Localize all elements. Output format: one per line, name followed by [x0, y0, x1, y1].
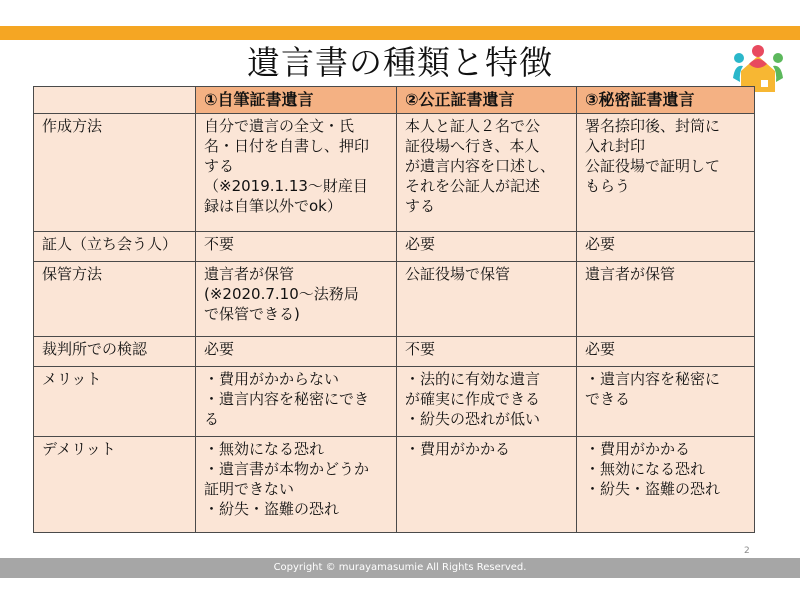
cell-line: 必要: [585, 235, 616, 253]
row-label: 保管方法: [34, 262, 196, 337]
table-cell: [577, 367, 755, 437]
cell-line: 録は自筆以外でok）: [204, 197, 342, 215]
row-label: デメリット: [34, 437, 196, 533]
table-cell: [196, 367, 397, 437]
table-cell: [196, 114, 397, 232]
table-row: [34, 437, 755, 533]
cell-line: 不要: [204, 235, 235, 253]
table-cell: [577, 437, 755, 533]
cell-line: する: [405, 197, 436, 215]
table-header-row: [34, 87, 755, 114]
cell-line: ・遺言書が本物かどうか: [204, 460, 370, 478]
row-label: 証人（立ち会う人）: [34, 232, 196, 262]
cell-line: 署名捺印後、封筒に: [585, 117, 721, 135]
top-accent-bar: [0, 26, 800, 40]
column-header-notarial: ②公正証書遺言: [397, 87, 577, 114]
cell-line: 必要: [204, 340, 235, 358]
table-row: [34, 232, 755, 262]
cell-line: 必要: [405, 235, 436, 253]
table-row: [34, 114, 755, 232]
cell-line: 自分で遺言の全文・氏: [204, 117, 355, 135]
cell-line: ・遺言内容を秘密にでき: [204, 390, 370, 408]
column-header-holographic: ①自筆証書遺言: [196, 87, 397, 114]
table-cell: [577, 337, 755, 367]
row-label: 作成方法: [34, 114, 196, 232]
cell-line: 名・日付を自書し、押印: [204, 137, 370, 155]
cell-line: （※2019.1.13～財産目: [204, 177, 368, 195]
cell-line: ・無効になる恐れ: [585, 460, 706, 478]
cell-line: ・紛失・盗難の恐れ: [204, 500, 340, 518]
column-header-secret: ③秘密証書遺言: [577, 87, 755, 114]
row-label: メリット: [34, 367, 196, 437]
table-row: [34, 367, 755, 437]
cell-line: ・無効になる恐れ: [204, 440, 325, 458]
cell-line: ・費用がかからない: [204, 370, 340, 388]
cell-line: 公証役場で証明して: [585, 157, 721, 175]
cell-line: 不要: [405, 340, 436, 358]
cell-line: ・紛失・盗難の恐れ: [585, 480, 721, 498]
table-cell: [196, 437, 397, 533]
page-number: 2: [744, 546, 750, 556]
row-label: 裁判所での検認: [34, 337, 196, 367]
cell-line: (※2020.7.10～法務局: [204, 285, 359, 303]
table-corner-cell: [34, 87, 196, 114]
cell-line: ・費用がかかる: [405, 440, 511, 458]
table-cell: [577, 114, 755, 232]
cell-line: 遺言者が保管: [204, 265, 295, 283]
table-row: [34, 337, 755, 367]
cell-line: ・遺言内容を秘密に: [585, 370, 721, 388]
table-row: [34, 262, 755, 337]
table-cell: [397, 262, 577, 337]
cell-line: できる: [585, 390, 631, 408]
cell-line: 証役場へ行き、本人: [405, 137, 540, 155]
cell-line: もらう: [585, 177, 631, 195]
cell-line: 本人と証人２名で公: [405, 117, 541, 135]
footer-copyright: Copyright © murayamasumie All Rights Reserved.: [0, 558, 800, 578]
cell-line: する: [204, 157, 235, 175]
table-cell: [397, 337, 577, 367]
table-cell: [397, 232, 577, 262]
table-cell: [577, 262, 755, 337]
page-title: 遺言書の種類と特徴: [247, 43, 553, 82]
cell-line: ・法的に有効な遺言: [405, 370, 541, 388]
cell-line: る: [204, 410, 220, 428]
table-cell: [577, 232, 755, 262]
table-cell: [397, 114, 577, 232]
cell-line: が確実に作成できる: [405, 390, 541, 408]
table-cell: [196, 232, 397, 262]
cell-line: が遺言内容を口述し、: [405, 157, 556, 175]
table-cell: [196, 262, 397, 337]
table-cell: [397, 437, 577, 533]
cell-line: ・紛失の恐れが低い: [405, 410, 541, 428]
cell-line: ・費用がかかる: [585, 440, 691, 458]
cell-line: で保管できる): [204, 305, 300, 323]
table-cell: [397, 367, 577, 437]
cell-line: 証明できない: [204, 480, 295, 498]
table-cell: [196, 337, 397, 367]
cell-line: 公証役場で保管: [405, 265, 511, 283]
cell-line: 遺言者が保管: [585, 265, 676, 283]
cell-line: 必要: [585, 340, 616, 358]
cell-line: それを公証人が記述: [405, 177, 541, 195]
will-types-table: [33, 86, 755, 533]
cell-line: 入れ封印: [585, 137, 646, 155]
